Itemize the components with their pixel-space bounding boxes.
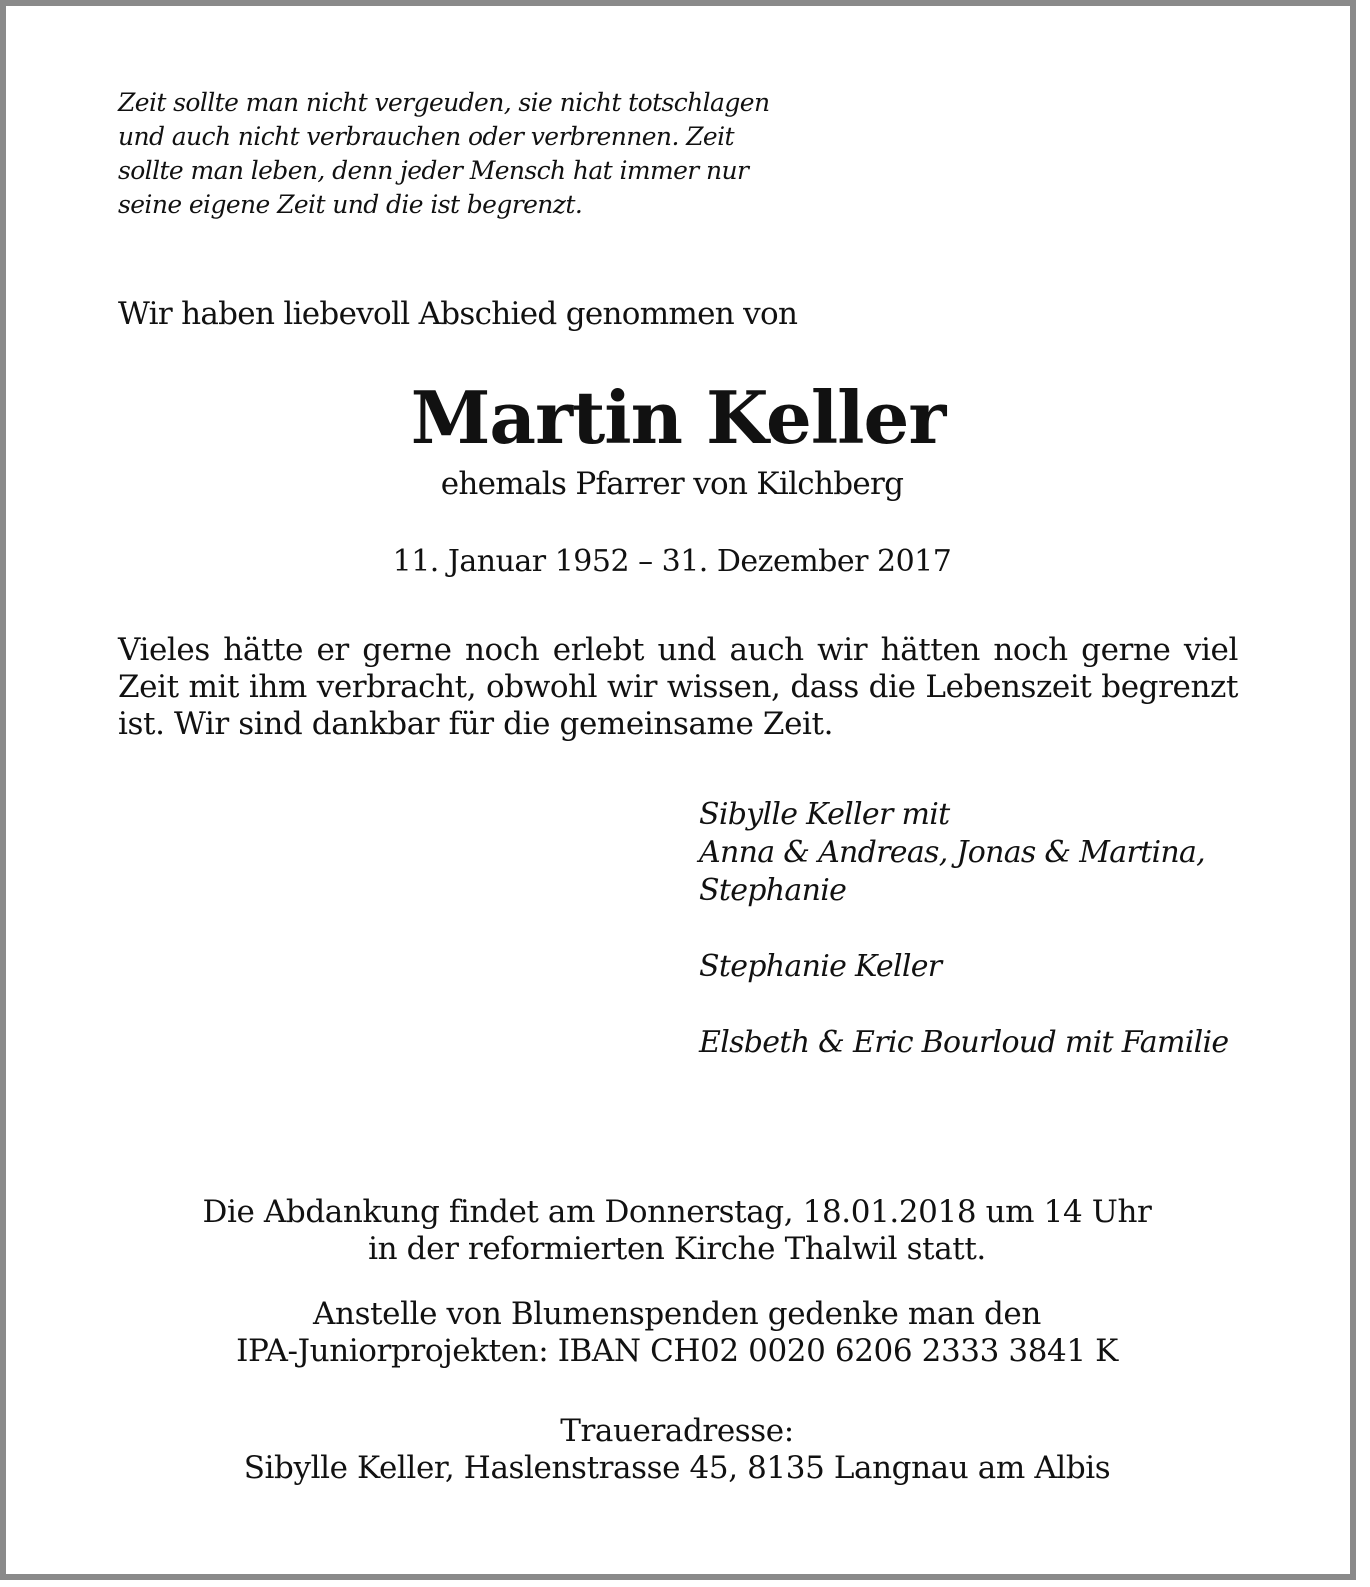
service-line-2: in der reformierten Kirche Thalwil statt. <box>368 1231 986 1267</box>
service-line-1: Die Abdankung findet am Donnerstag, 18.01.2018 um 14 Uhr <box>202 1194 1152 1230</box>
address-value: Sibylle Keller, Haslenstrasse 45, 8135 Langnau am Albis <box>243 1450 1111 1486</box>
deceased-dates: 11. Januar 1952 – 31. Dezember 2017 <box>392 544 952 579</box>
mourner-line-2: Anna & Andreas, Jonas & Martina, <box>699 835 1206 870</box>
deceased-name: Martin Keller <box>410 375 946 460</box>
motto-line-4: seine eigene Zeit und die ist begrenzt. <box>118 190 583 219</box>
motto-line-3: sollte man leben, denn jeder Mensch hat immer nur <box>118 156 749 185</box>
intro-text: Wir haben liebevoll Abschied genommen von <box>118 296 798 332</box>
memorial-message: Vieles hätte er gerne noch erlebt und auch wir hätten noch gerne viel Zeit mit ihm verbracht, obwohl wir wissen, dass die Lebenszeit begrenzt ist. Wir sind dankbar für die gemeinsame Zeit. <box>118 632 1238 742</box>
mourner-line-1: Sibylle Keller mit <box>699 797 950 832</box>
motto-line-1: Zeit sollte man nicht vergeuden, sie nicht totschlagen <box>118 88 770 117</box>
mourner-line-4: Stephanie Keller <box>699 949 942 984</box>
address-label: Traueradresse: <box>560 1413 794 1449</box>
mourner-line-3: Stephanie <box>699 873 847 908</box>
motto-line-2: und auch nicht verbrauchen oder verbrennen. Zeit <box>118 122 734 151</box>
mourner-line-5: Elsbeth & Eric Bourloud mit Familie <box>699 1025 1229 1060</box>
donation-line-2: IPA-Juniorprojekten: IBAN CH02 0020 6206 2333 3841 K <box>236 1333 1118 1369</box>
deceased-role: ehemals Pfarrer von Kilchberg <box>440 466 904 502</box>
donation-line-1: Anstelle von Blumenspenden gedenke man den <box>313 1296 1041 1332</box>
